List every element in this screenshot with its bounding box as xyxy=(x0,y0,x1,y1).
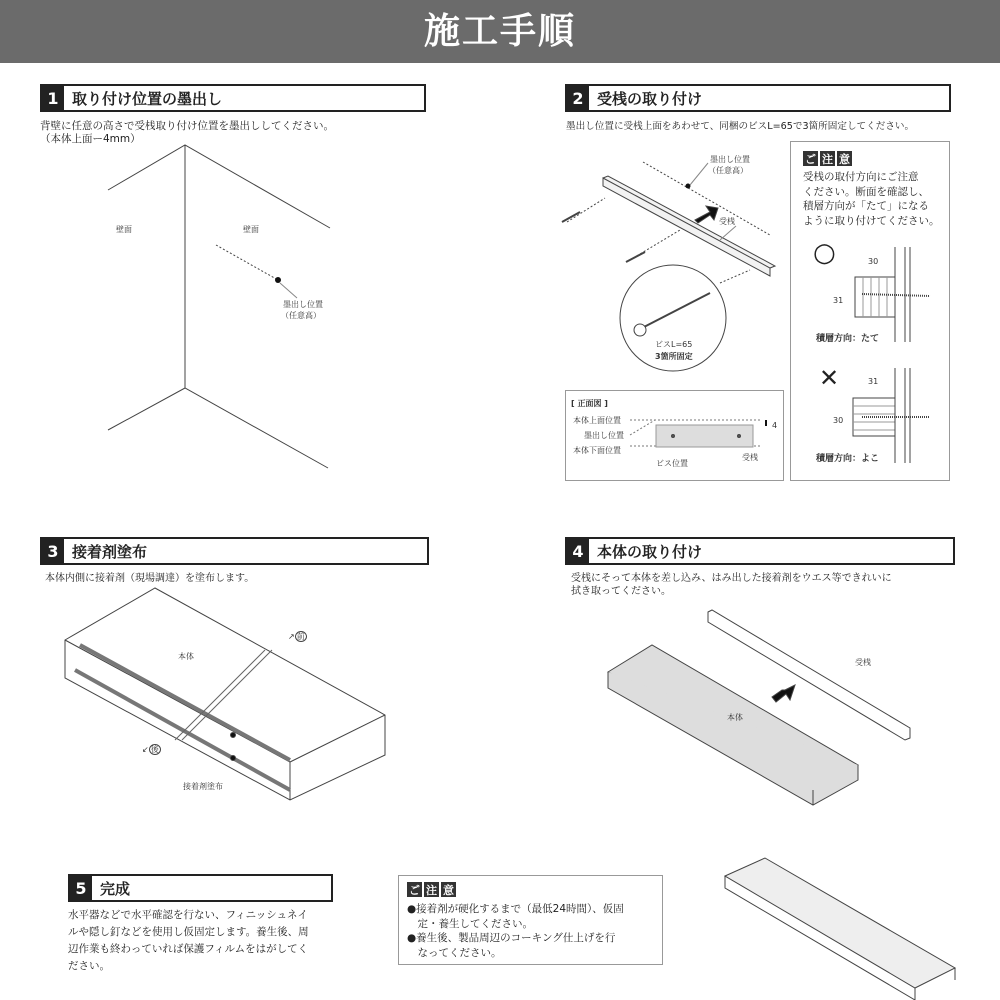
caution-badge xyxy=(407,882,456,897)
dimension-width: 31 xyxy=(868,377,879,386)
caution-line: なってください。 xyxy=(407,946,502,959)
label-screw-position: ビス位置 xyxy=(656,459,688,468)
label-mark-position: 墨出し位置 xyxy=(283,300,323,309)
step-title: 接着剤塗布 xyxy=(72,542,148,561)
caution-badge xyxy=(803,151,852,166)
label-top-position: 本体上面位置 xyxy=(573,416,621,425)
label-body: 本体 xyxy=(727,713,743,722)
desc-line: ださい。 xyxy=(68,960,110,972)
label-screw-count: 3箇所固定 xyxy=(655,352,693,361)
caution-box-orientation xyxy=(790,141,950,481)
step2-header xyxy=(565,84,951,112)
caution-char: 意 xyxy=(443,883,454,897)
dimension-width: 30 xyxy=(868,257,879,266)
step5-description xyxy=(68,907,309,975)
ok-mark-icon: ○ xyxy=(813,238,836,268)
caution-text xyxy=(803,170,940,228)
label-back: ↙ 後 xyxy=(142,745,159,754)
desc-line: ルや隠し釘などを使用し仮固定します。養生後、周 xyxy=(68,926,309,938)
step-title: 本体の取り付け xyxy=(597,542,703,561)
desc-line: 水平器などで水平確認を行ない、フィニッシュネイ xyxy=(68,909,308,921)
caution-line: 定・養生してください。 xyxy=(407,917,533,930)
step-number: 4 xyxy=(567,539,589,563)
label-bottom-position: 本体下面位置 xyxy=(573,446,621,455)
step1-description xyxy=(40,120,334,146)
step-title: 完成 xyxy=(100,879,131,898)
step3-header xyxy=(40,537,429,565)
caution-line: ように取り付けてください。 xyxy=(803,214,940,227)
caution-char: 注 xyxy=(822,152,833,166)
step-title: 取り付け位置の墨出し xyxy=(72,89,223,108)
label-mark-position: 墨出し位置 xyxy=(710,155,750,164)
step5-header xyxy=(68,874,333,902)
step3-description: 本体内側に接着剤（現場調達）を塗布します。 xyxy=(45,573,255,584)
label-mark-height: （任意高） xyxy=(708,166,748,175)
label-wall-right: 壁面 xyxy=(243,225,259,234)
step-number: 1 xyxy=(42,86,64,110)
label-lamination-horizontal: 積層方向：よこ xyxy=(816,454,880,464)
step1-header xyxy=(40,84,426,112)
dimension-height: 31 xyxy=(833,296,844,305)
page-title: 施工手順 xyxy=(0,0,1000,63)
front-view-title: [ 正面図 ] xyxy=(571,399,608,408)
caution-box-curing xyxy=(398,875,663,965)
step4-header xyxy=(565,537,955,565)
body-glue-drawing xyxy=(65,588,385,800)
label-front: ↗ 前 xyxy=(288,632,305,641)
label-body: 本体 xyxy=(178,652,194,661)
desc-line: 拭き取ってください。 xyxy=(571,586,671,597)
label-batten: 受桟 xyxy=(742,453,758,462)
caution-line: 受桟の取付方向にご注意 xyxy=(803,171,919,183)
desc-line: （本体上面ー4mm） xyxy=(40,133,141,145)
label-mark-height: （任意高） xyxy=(281,311,321,320)
label-batten: 受桟 xyxy=(719,217,735,226)
desc-line: 受桟にそって本体を差し込み、はみ出した接着剤をウエス等できれいに xyxy=(571,573,892,584)
caution-char: 意 xyxy=(839,152,850,166)
step-number: 3 xyxy=(42,539,64,563)
front-view-box xyxy=(565,390,784,481)
desc-line: 辺作業も終わっていれば保護フィルムをはがしてく xyxy=(68,943,309,955)
step2-description: 墨出し位置に受桟上面をあわせて、同梱のビスL=65で3箇所固定してください。 xyxy=(566,121,915,132)
label-screw: ビスL=65 xyxy=(655,340,693,349)
finished-body-drawing xyxy=(725,858,955,1000)
step-number: 2 xyxy=(567,86,589,110)
back-text: 後 xyxy=(150,745,159,754)
caution-text xyxy=(407,902,624,960)
dimension-height: 30 xyxy=(833,416,844,425)
label-wall-left: 壁面 xyxy=(116,225,132,234)
label-batten: 受桟 xyxy=(855,658,871,667)
caution-line: ●養生後、製品周辺のコーキング仕上げを行 xyxy=(407,932,616,944)
step-title: 受桟の取り付け xyxy=(597,89,703,108)
label-offset: 4 xyxy=(772,421,778,430)
body-install-drawing xyxy=(608,610,910,805)
caution-line: 積層方向が「たて」になる xyxy=(803,200,929,212)
ng-mark-icon: ✕ xyxy=(819,364,840,392)
caution-char: ご xyxy=(409,883,420,897)
caution-line: ください。断面を確認し、 xyxy=(803,185,929,198)
desc-line: 背壁に任意の高さで受桟取り付け位置を墨出ししてください。 xyxy=(40,120,334,132)
caution-char: ご xyxy=(805,152,816,166)
label-mark-position: 墨出し位置 xyxy=(584,431,624,440)
step-number: 5 xyxy=(70,876,92,900)
caution-char: 注 xyxy=(426,883,437,897)
label-glue: 接着剤塗布 xyxy=(183,782,223,791)
label-lamination-vertical: 積層方向：たて xyxy=(816,334,880,344)
caution-line: ●接着剤が硬化するまで（最低24時間）、仮固 xyxy=(407,903,624,915)
step4-description xyxy=(571,572,892,598)
front-text: 前 xyxy=(296,632,305,641)
